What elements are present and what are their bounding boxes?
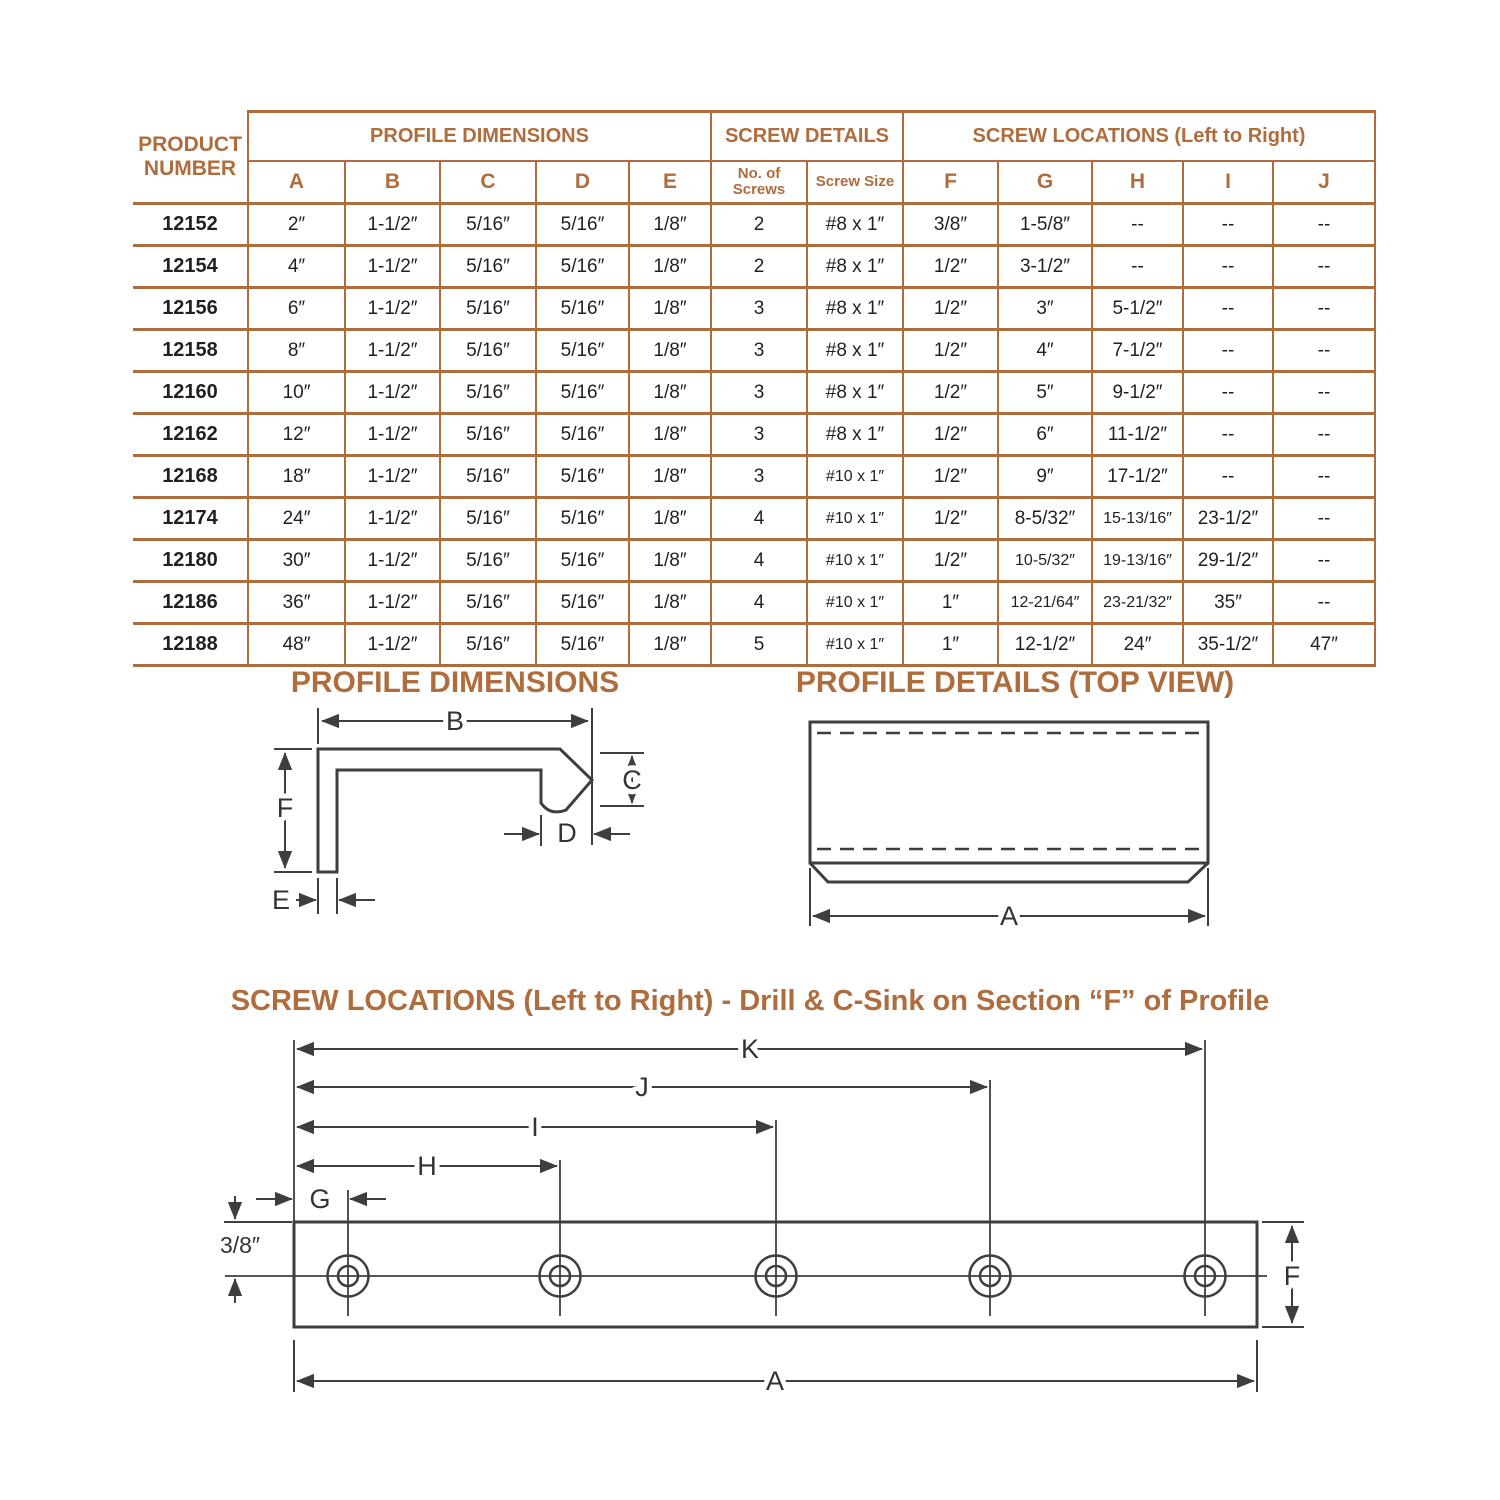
spec-cell: 5/16″ xyxy=(440,288,536,330)
spec-cell: 2″ xyxy=(248,204,345,246)
top-view-diagram xyxy=(775,705,1240,937)
spec-cell: 15-13/16″ xyxy=(1092,498,1183,540)
spec-cell: 5/16″ xyxy=(440,372,536,414)
screw-locations-title: SCREW LOCATIONS (Left to Right) - Drill & C-Sink on Section “F” of Profile xyxy=(230,985,1270,1017)
spec-cell: 3 xyxy=(711,456,807,498)
spec-cell: #8 x 1″ xyxy=(807,288,903,330)
spec-cell: #10 x 1″ xyxy=(807,456,903,498)
dim-label-e: E xyxy=(271,885,291,915)
spec-cell: 5/16″ xyxy=(536,330,629,372)
spec-cell: 47″ xyxy=(1273,624,1375,666)
dim-label-offset: 3/8″ xyxy=(219,1232,261,1258)
col-e: E xyxy=(629,161,711,204)
spec-cell: #8 x 1″ xyxy=(807,246,903,288)
spec-cell: 3 xyxy=(711,414,807,456)
spec-cell: -- xyxy=(1092,246,1183,288)
spec-cell: 35-1/2″ xyxy=(1183,624,1273,666)
spec-cell: 10″ xyxy=(248,372,345,414)
spec-cell: 1/8″ xyxy=(629,456,711,498)
spec-cell: 6″ xyxy=(248,288,345,330)
spec-cell: 3/8″ xyxy=(903,204,998,246)
chamfer-edge xyxy=(810,863,1208,882)
spec-cell: 1/8″ xyxy=(629,414,711,456)
spec-cell: 35″ xyxy=(1183,582,1273,624)
table-row xyxy=(133,330,1375,372)
dim-label-b: B xyxy=(445,706,465,736)
spec-cell: 36″ xyxy=(248,582,345,624)
spec-cell: -- xyxy=(1273,330,1375,372)
spec-table-body xyxy=(133,204,1375,666)
spec-cell: -- xyxy=(1273,414,1375,456)
spec-cell: 1-1/2″ xyxy=(345,414,440,456)
dim-label-f: F xyxy=(276,793,294,823)
spec-cell: 12-1/2″ xyxy=(998,624,1092,666)
col-i: I xyxy=(1183,161,1273,204)
spec-cell: 30″ xyxy=(248,540,345,582)
spec-cell: 5/16″ xyxy=(536,540,629,582)
col-no-of-screws: No. of Screws xyxy=(711,161,807,204)
table-row xyxy=(133,288,1375,330)
spec-cell: -- xyxy=(1273,288,1375,330)
spec-cell: 5/16″ xyxy=(536,372,629,414)
spec-cell: #8 x 1″ xyxy=(807,414,903,456)
spec-cell: 3″ xyxy=(998,288,1092,330)
spec-cell: 4 xyxy=(711,498,807,540)
spec-cell: #8 x 1″ xyxy=(807,204,903,246)
dim-label-j: J xyxy=(635,1072,649,1102)
spec-cell: -- xyxy=(1273,372,1375,414)
profile-outline xyxy=(318,749,592,872)
spec-cell: 5/16″ xyxy=(536,624,629,666)
spec-cell: 1/8″ xyxy=(629,372,711,414)
table-row xyxy=(133,540,1375,582)
spec-cell: 1/2″ xyxy=(903,456,998,498)
spec-cell: -- xyxy=(1273,456,1375,498)
spec-cell: -- xyxy=(1183,330,1273,372)
table-row xyxy=(133,414,1375,456)
spec-cell: 5/16″ xyxy=(536,414,629,456)
spec-cell: 9-1/2″ xyxy=(1092,372,1183,414)
col-j: J xyxy=(1273,161,1375,204)
table-row xyxy=(133,204,1375,246)
spec-cell: -- xyxy=(1183,288,1273,330)
spec-cell: 1″ xyxy=(903,582,998,624)
product-number-cell: 12168 xyxy=(133,456,248,498)
spec-cell: 12″ xyxy=(248,414,345,456)
spec-cell: 4″ xyxy=(998,330,1092,372)
spec-cell: 5/16″ xyxy=(536,582,629,624)
spec-cell: 8-5/32″ xyxy=(998,498,1092,540)
top-view-title: PROFILE DETAILS (TOP VIEW) xyxy=(795,666,1235,699)
top-view-body xyxy=(810,722,1208,863)
spec-cell: 5/16″ xyxy=(536,456,629,498)
spec-cell: 6″ xyxy=(998,414,1092,456)
spec-cell: 1/2″ xyxy=(903,246,998,288)
group-profile-dimensions: PROFILE DIMENSIONS xyxy=(248,112,711,162)
spec-cell: 1/2″ xyxy=(903,414,998,456)
spec-cell: 1/8″ xyxy=(629,498,711,540)
dim-label-h: H xyxy=(417,1151,437,1181)
spec-cell: 1-1/2″ xyxy=(345,330,440,372)
dim-label-g: G xyxy=(309,1184,331,1214)
spec-cell: 1/8″ xyxy=(629,582,711,624)
screw-locations-diagram xyxy=(205,1030,1320,1402)
spec-cell: -- xyxy=(1273,498,1375,540)
spec-cell: 1-1/2″ xyxy=(345,456,440,498)
spec-cell: 3 xyxy=(711,372,807,414)
spec-cell: 5/16″ xyxy=(440,540,536,582)
spec-cell: 10-5/32″ xyxy=(998,540,1092,582)
spec-cell: 1/8″ xyxy=(629,246,711,288)
spec-cell: -- xyxy=(1183,372,1273,414)
product-number-cell: 12156 xyxy=(133,288,248,330)
spec-cell: 5/16″ xyxy=(536,204,629,246)
product-number-cell: 12152 xyxy=(133,204,248,246)
spec-cell: 5/16″ xyxy=(440,204,536,246)
spec-cell: 5/16″ xyxy=(440,414,536,456)
col-a: A xyxy=(248,161,345,204)
spec-cell: 1-1/2″ xyxy=(345,246,440,288)
spec-cell: 8″ xyxy=(248,330,345,372)
spec-cell: -- xyxy=(1273,540,1375,582)
col-g: G xyxy=(998,161,1092,204)
spec-cell: 1/8″ xyxy=(629,204,711,246)
spec-cell: -- xyxy=(1183,246,1273,288)
dim-label-i: I xyxy=(531,1112,539,1142)
table-row xyxy=(133,582,1375,624)
spec-cell: -- xyxy=(1183,456,1273,498)
spec-cell: 5/16″ xyxy=(440,624,536,666)
spec-cell: 5/16″ xyxy=(536,246,629,288)
spec-cell: 24″ xyxy=(1092,624,1183,666)
spec-cell: 29-1/2″ xyxy=(1183,540,1273,582)
spec-cell: -- xyxy=(1183,204,1273,246)
product-number-header: PRODUCT NUMBER xyxy=(133,112,248,204)
spec-cell: #10 x 1″ xyxy=(807,498,903,540)
spec-cell: 3 xyxy=(711,330,807,372)
spec-cell: -- xyxy=(1273,246,1375,288)
spec-cell: 1-1/2″ xyxy=(345,624,440,666)
spec-cell: 1-1/2″ xyxy=(345,498,440,540)
product-number-cell: 12154 xyxy=(133,246,248,288)
spec-cell: 3 xyxy=(711,288,807,330)
product-number-cell: 12180 xyxy=(133,540,248,582)
spec-cell: 1/8″ xyxy=(629,624,711,666)
spec-cell: 1/8″ xyxy=(629,330,711,372)
spec-cell: #10 x 1″ xyxy=(807,624,903,666)
spec-cell: 5/16″ xyxy=(440,246,536,288)
col-screw-size: Screw Size xyxy=(807,161,903,204)
product-number-cell: 12174 xyxy=(133,498,248,540)
col-d: D xyxy=(536,161,629,204)
table-row xyxy=(133,372,1375,414)
dim-label-a-top: A xyxy=(999,901,1019,931)
spec-cell: 12-21/64″ xyxy=(998,582,1092,624)
dim-label-c: C xyxy=(622,765,642,795)
spec-cell: 17-1/2″ xyxy=(1092,456,1183,498)
spec-cell: 1-5/8″ xyxy=(998,204,1092,246)
spec-cell: -- xyxy=(1183,414,1273,456)
product-number-cell: 12158 xyxy=(133,330,248,372)
spec-cell: 1/8″ xyxy=(629,540,711,582)
spec-cell: 4″ xyxy=(248,246,345,288)
spec-cell: 5/16″ xyxy=(440,582,536,624)
spec-cell: 1/2″ xyxy=(903,288,998,330)
table-row xyxy=(133,456,1375,498)
spec-cell: 4 xyxy=(711,540,807,582)
spec-cell: 7-1/2″ xyxy=(1092,330,1183,372)
spec-cell: 1-1/2″ xyxy=(345,582,440,624)
spec-cell: 5 xyxy=(711,624,807,666)
spec-cell: 1/2″ xyxy=(903,540,998,582)
column-header-row xyxy=(133,161,1375,204)
spec-cell: 1/2″ xyxy=(903,498,998,540)
product-number-cell: 12188 xyxy=(133,624,248,666)
group-screw-locations: SCREW LOCATIONS (Left to Right) xyxy=(903,112,1375,162)
spec-cell: 5″ xyxy=(998,372,1092,414)
spec-cell: #10 x 1″ xyxy=(807,582,903,624)
dim-label-f-bar: F xyxy=(1283,1261,1301,1291)
spec-cell: 1/2″ xyxy=(903,330,998,372)
col-b: B xyxy=(345,161,440,204)
spec-cell: #8 x 1″ xyxy=(807,372,903,414)
group-screw-details: SCREW DETAILS xyxy=(711,112,903,162)
spec-cell: -- xyxy=(1092,204,1183,246)
spec-cell: 19-13/16″ xyxy=(1092,540,1183,582)
product-number-cell: 12186 xyxy=(133,582,248,624)
col-h: H xyxy=(1092,161,1183,204)
spec-cell: 24″ xyxy=(248,498,345,540)
table-row xyxy=(133,624,1375,666)
spec-cell: 5/16″ xyxy=(536,288,629,330)
spec-cell: 1-1/2″ xyxy=(345,540,440,582)
table-row xyxy=(133,498,1375,540)
spec-cell: -- xyxy=(1273,204,1375,246)
spec-cell: 48″ xyxy=(248,624,345,666)
spec-cell: 5/16″ xyxy=(440,498,536,540)
dim-label-a-bar: A xyxy=(765,1366,785,1396)
spec-cell: #10 x 1″ xyxy=(807,540,903,582)
spec-cell: 4 xyxy=(711,582,807,624)
spec-cell: 11-1/2″ xyxy=(1092,414,1183,456)
spec-cell: 23-1/2″ xyxy=(1183,498,1273,540)
spec-cell: 2 xyxy=(711,204,807,246)
profile-dimensions-diagram xyxy=(240,698,660,930)
col-f: F xyxy=(903,161,998,204)
product-number-cell: 12162 xyxy=(133,414,248,456)
spec-cell: 5/16″ xyxy=(440,456,536,498)
spec-cell: 23-21/32″ xyxy=(1092,582,1183,624)
table-row xyxy=(133,246,1375,288)
group-header-row xyxy=(133,112,1375,162)
spec-cell: 3-1/2″ xyxy=(998,246,1092,288)
spec-cell: 5/16″ xyxy=(440,330,536,372)
product-spec-table xyxy=(133,110,1376,667)
spec-cell: -- xyxy=(1273,582,1375,624)
profile-dimensions-title: PROFILE DIMENSIONS xyxy=(290,666,620,699)
spec-cell: 1-1/2″ xyxy=(345,204,440,246)
spec-cell: 1/2″ xyxy=(903,372,998,414)
spec-cell: 2 xyxy=(711,246,807,288)
dim-label-k: K xyxy=(740,1034,760,1064)
spec-cell: #8 x 1″ xyxy=(807,330,903,372)
dim-label-d: D xyxy=(557,818,577,848)
spec-cell: 9″ xyxy=(998,456,1092,498)
product-number-cell: 12160 xyxy=(133,372,248,414)
spec-cell: 1″ xyxy=(903,624,998,666)
col-c: C xyxy=(440,161,536,204)
spec-cell: 1/8″ xyxy=(629,288,711,330)
spec-cell: 1-1/2″ xyxy=(345,372,440,414)
spec-cell: 5-1/2″ xyxy=(1092,288,1183,330)
spec-cell: 5/16″ xyxy=(536,498,629,540)
spec-cell: 1-1/2″ xyxy=(345,288,440,330)
spec-cell: 18″ xyxy=(248,456,345,498)
